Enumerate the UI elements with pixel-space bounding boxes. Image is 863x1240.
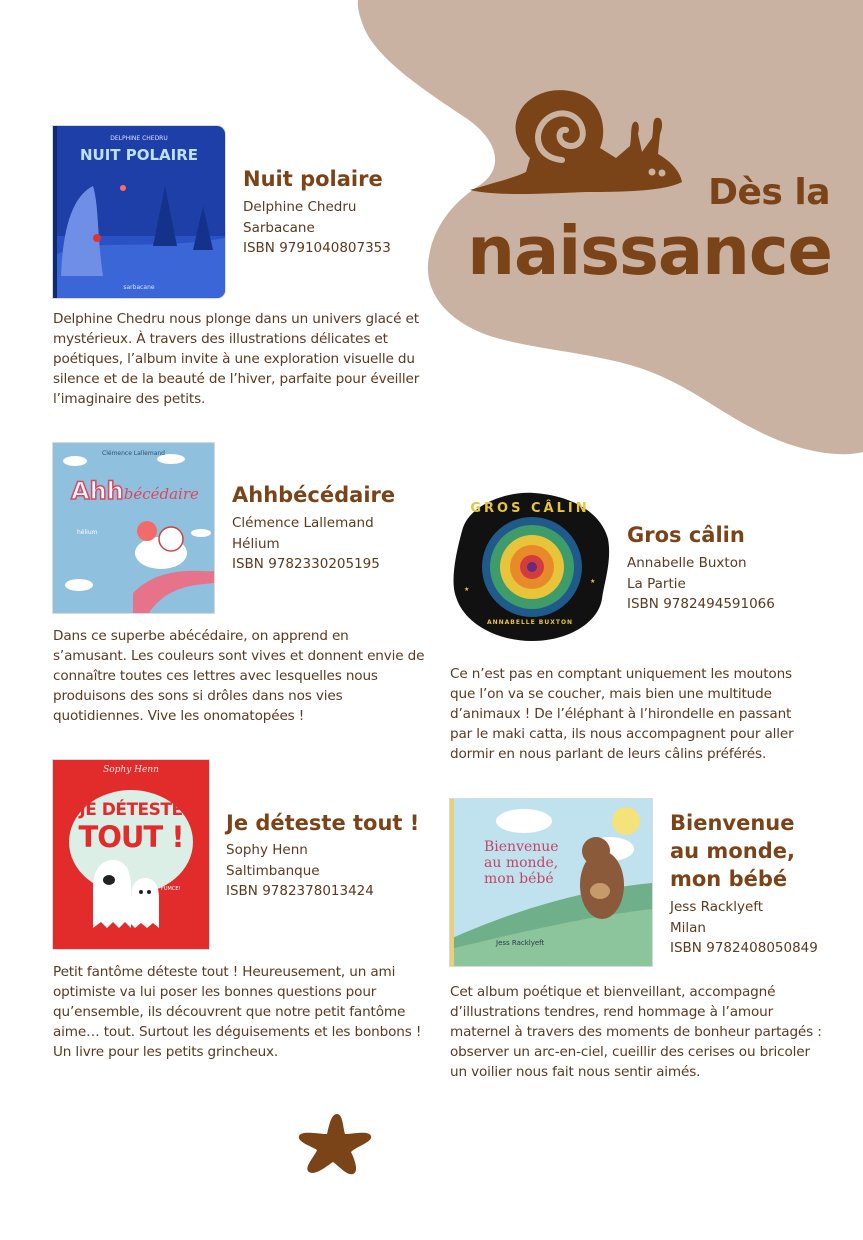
book-title-line3: mon bébé <box>670 867 788 891</box>
cover-title-line2: TOUT ! <box>78 820 184 854</box>
book-title-line2: au monde, <box>670 839 795 863</box>
book-meta <box>670 897 818 959</box>
book-publisher: Sarbacane <box>243 219 315 236</box>
book-isbn: ISBN 9791040807353 <box>243 240 391 256</box>
cover-title-line3: mon bébé <box>484 871 554 887</box>
book-description: Ce n’est pas en comptant uniquement les moutons que l’on va se coucher, mais bien une multitude d’animaux ! De l’éléphant à l’hirondelle en passant par le maki catta, ils nous accompagnent pour aller dormir en nous parlant de leurs câlins préférés. <box>450 666 794 762</box>
cover-title <box>71 477 199 505</box>
book-cover-bienvenue-au-monde[interactable] <box>450 799 652 966</box>
cover-author-text: Clémence Lallemand <box>102 450 165 457</box>
book-description: Cet album poétique et bienveillant, accompagné d’illustrations tendres, rend hommage à l’amour maternel à travers des moments de bonheur partagés : observer un arc-en-ciel, cueillir des cerises ou bricoler un voilier nous fait nous sentir aimés. <box>450 984 822 1080</box>
cover-author-text: ANNABELLE BUXTON <box>486 619 574 626</box>
book-author: Jess Racklyeft <box>670 899 764 915</box>
svg-text:★: ★ <box>590 578 596 585</box>
cover-publisher-text: sarbacane <box>123 284 155 291</box>
book-cover-nuit-polaire[interactable] <box>53 126 225 298</box>
book-isbn: ISBN 9782494591066 <box>627 596 775 612</box>
book-meta <box>226 840 374 902</box>
book-publisher: Milan <box>670 919 706 936</box>
cover-title-text: NUIT POLAIRE <box>79 146 199 164</box>
cover-title-line2: au monde, <box>484 855 559 871</box>
cover-title-line1: JE DÉTESTE <box>79 800 183 820</box>
cover-publisher-text: hélium <box>77 529 98 536</box>
book-publisher: Hélium <box>232 535 280 552</box>
book-isbn: ISBN 9782378013424 <box>226 883 374 899</box>
book-meta <box>243 197 391 259</box>
book-publisher: Saltimbanque <box>226 862 320 879</box>
book-meta <box>232 513 380 575</box>
cover-author-text: DELPHINE CHEDRU <box>110 135 168 142</box>
book-author: Annabelle Buxton <box>627 555 747 571</box>
cover-title-text: GROS CÂLIN <box>470 501 590 516</box>
book-description: Delphine Chedru nous plonge dans un univers glacé et mystérieux. À travers des illustrations délicates et poétiques, l’album invite à une exploration visuelle du silence et de la beauté de l’hiver, parfaite pour éveiller l’imaginaire des petits. <box>53 311 420 407</box>
book-author: Delphine Chedru <box>243 199 357 215</box>
book-author: Sophy Henn <box>226 842 308 858</box>
book-title[interactable]: Gros câlin <box>627 523 745 547</box>
cover-author-text: Sophy Henn <box>103 765 159 775</box>
book-description: Dans ce superbe abécédaire, on apprend en s’amusant. Les couleurs sont vives et donnent envie de connaître toutes ces lettres avec lesquelles nous produisons des sons si drôles dans nos vies quotidiennes. Vive les onomatopées ! <box>53 628 425 724</box>
svg-text:★: ★ <box>464 586 470 593</box>
cover-title-b: bécédaire <box>123 485 199 503</box>
cover-title-line1: Bienvenue <box>484 839 559 855</box>
book-author: Clémence Lallemand <box>232 515 374 531</box>
section-heading-line2: naissance <box>467 212 832 290</box>
book-title[interactable]: Ahhbécédaire <box>232 483 396 507</box>
book-isbn: ISBN 9782330205195 <box>232 556 380 572</box>
book-description: Petit fantôme déteste tout ! Heureusement, un ami optimiste va lui poser les bonnes questions pour qu’ensemble, ils découvrent que notre petit fantôme aime… tout. Surtout les déguisements et les bonbons ! Un livre pour les petits grincheux. <box>53 964 422 1060</box>
book-cover-je-deteste-tout[interactable] <box>53 760 209 949</box>
book-title[interactable]: Nuit polaire <box>243 167 383 191</box>
book-meta <box>627 553 775 615</box>
book-title-line1: Bienvenue <box>670 811 795 835</box>
snail-icon <box>466 86 688 202</box>
section-heading-line1: Dès la <box>708 172 830 213</box>
book-isbn: ISBN 9782408050849 <box>670 940 818 956</box>
book-cover-gros-calin[interactable] <box>450 491 610 643</box>
star-icon <box>297 1110 373 1178</box>
book-publisher: La Partie <box>627 575 686 592</box>
book-title[interactable]: Je déteste tout ! <box>226 811 420 835</box>
cover-title-a: Ahh <box>71 477 124 505</box>
cover-bubble-text: FUMCE! <box>161 886 181 892</box>
cover-title <box>484 839 559 887</box>
book-cover-ahhbecedaire[interactable] <box>53 443 214 613</box>
cover-author-text: Jess Racklyeft <box>496 939 545 947</box>
book-title[interactable] <box>670 809 795 893</box>
